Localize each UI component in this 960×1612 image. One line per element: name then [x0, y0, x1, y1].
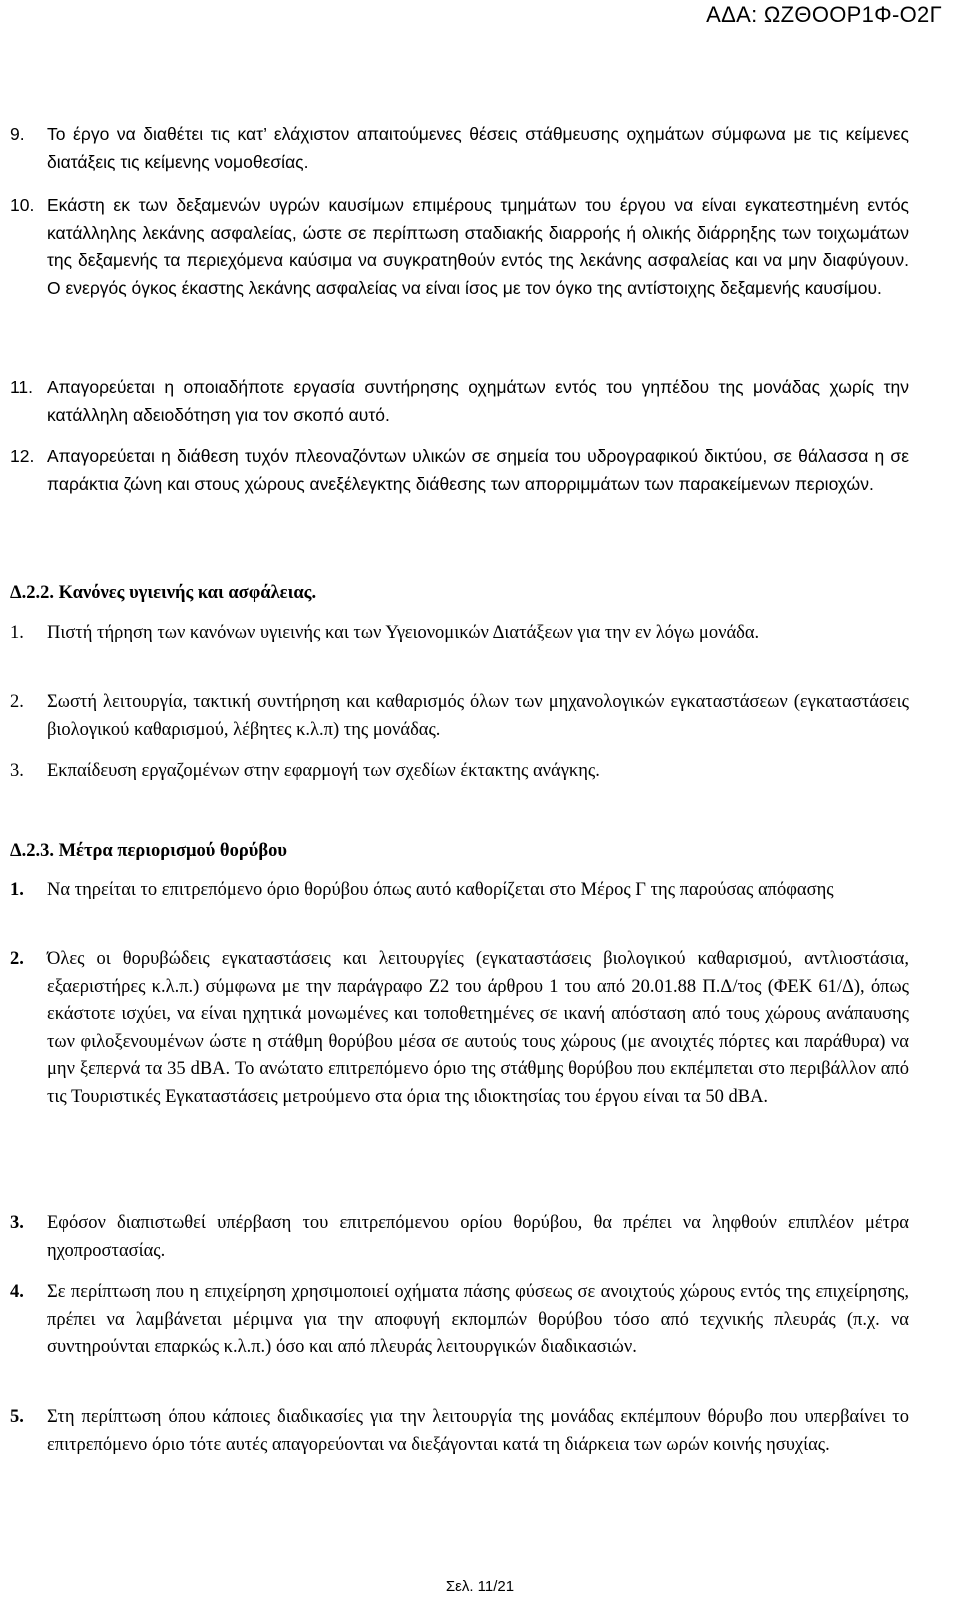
- item-text: Σωστή λειτουργία, τακτική συντήρηση και καθαρισμός όλων των μηχανολογικών εγκαταστάσεων (εγκαταστάσεις βιολογικού καθαρισμού, λέβητες κ.λ.π) της μονάδας.: [47, 692, 909, 740]
- item-number: 3.: [10, 1213, 24, 1233]
- page-number: Σελ. 11/21: [445, 1578, 515, 1595]
- item-number: 11.: [10, 377, 34, 397]
- item-number: 4.: [10, 1282, 24, 1302]
- item-number: 3.: [10, 761, 24, 781]
- section-heading-d23: Δ.2.3. Μέτρα περιορισμού θορύβου: [10, 841, 287, 861]
- item-text: Εφόσον διαπιστωθεί υπέρβαση του επιτρεπόμενου ορίου θορύβου, θα πρέπει να ληφθούν επιπλέον μέτρα ηχοπροστασίας.: [47, 1213, 909, 1261]
- ada-code: ΑΔΑ: ΩΖΘΟΟΡ1Φ-Ο2Γ: [706, 2, 942, 27]
- item-text: Πιστή τήρηση των κανόνων υγιεινής και των Υγειονομικών Διατάξεων για την εν λόγω μονάδα.: [47, 623, 760, 643]
- item-text: Στη περίπτωση όπου κάποιες διαδικασίες για την λειτουργία της μονάδας εκπέμπουν θόρυβο που υπερβαίνει το επιτρεπόμενο όριο τότε αυτές απαγορεύονται να διεξάγονται κατά τη διάρκεια των ωρών κοινής ησυχίας.: [47, 1407, 909, 1455]
- item-text: Απαγορεύεται η οποιαδήποτε εργασία συντήρησης οχημάτων εντός του γηπέδου της μονάδας χωρίς την κατάλληλη αδειοδότηση για τον σκοπό αυτό.: [47, 377, 909, 425]
- item-text: Να τηρείται το επιτρεπόμενο όριο θορύβου όπως αυτό καθορίζεται στο Μέρος Γ της παρούσας απόφασης: [47, 880, 834, 900]
- item-number: 1.: [10, 623, 24, 643]
- item-text: Σε περίπτωση που η επιχείρηση χρησιμοποιεί οχήματα πάσης φύσεως σε ανοιχτούς χώρους εντός της επιχείρησης, πρέπει να λαμβάνεται μέριμνα για την αποφυγή εκπομπών θορύβου τόσο από τεχνικής πλευράς (π.χ. να συντηρούνται επαρκώς κ.λ.π.) όσο και από πλευράς λειτουργικών διαδικασιών.: [47, 1282, 909, 1357]
- item-number: 2.: [10, 949, 24, 969]
- item-text: Απαγορεύεται η διάθεση τυχόν πλεοναζόντων υλικών σε σημεία του υδρογραφικού δικτύου, σε θάλασσα η σε παράκτια ζώνη και στους χώρους ανεξέλεγκτης διάθεσης των απορριμμάτων των παρακείμενων περιοχών.: [47, 446, 909, 494]
- item-text: Εκπαίδευση εργαζομένων στην εφαρμογή των σχεδίων έκτακτης ανάγκης.: [47, 761, 600, 781]
- item-number: 5.: [10, 1407, 24, 1427]
- item-text: Το έργο να διαθέτει τις κατ’ ελάχιστον απαιτούμενες θέσεις στάθμευσης οχημάτων σύμφωνα με τις κείμενες διατάξεις τις κείμενης νομοθεσίας.: [47, 124, 909, 172]
- item-text: Εκάστη εκ των δεξαμενών υγρών καυσίμων επιμέρους τμημάτων του έργου να είναι εγκατεστημένη εντός κατάλληλης λεκάνης ασφαλείας, ώστε σε περίπτωση σταδιακής διαρροής ή ολικής διάρρηξης των τοιχωμάτων της δεξαμενής τα περιεχόμενα καύσιμα να συγκρατηθούν εντός της λεκάνης ασφαλείας και να μην διαφύγουν. Ο ενεργός όγκος έκαστης λεκάνης ασφαλείας να είναι ίσος με τον όγκο της αντίστοιχης δεξαμενής καυσίμου.: [47, 195, 909, 298]
- item-number: 9.: [10, 124, 25, 144]
- item-number: 10.: [10, 195, 35, 215]
- item-number: 2.: [10, 692, 24, 712]
- item-number: 12.: [10, 446, 35, 466]
- section-heading-d22: Δ.2.2. Κανόνες υγιεινής και ασφάλειας.: [10, 583, 317, 603]
- item-number: 1.: [10, 880, 24, 900]
- item-text: Όλες οι θορυβώδεις εγκαταστάσεις και λειτουργίες (εγκαταστάσεις βιολογικού καθαρισμού, αντλιοστάσια, εξαεριστήρες κ.λ.π.) σύμφωνα με την παράγραφο Ζ2 του άρθρου 1 του από 20.01.88 Π.Δ/τος (ΦΕΚ 61/Δ), όπως εκάστοτε ισχύει, να είναι ηχητικά μονωμένες και τοποθετημένες σε ικανή απόσταση από τους χώρους ανάπαυσης των φιλοξενουμένων ώστε η στάθμη θορύβου μέσα σε αυτούς τους χώρους (με ανοιχτές πόρτες και παράθυρα) να μην ξεπερνά τα 35 dBA. Το ανώτατο επιτρεπόμενο όριο της στάθμης θορύβου που εκπέμπεται στο περιβάλλον από τις Τουριστικές Εγκαταστάσεις μετρούμενο στα όρια της ιδιοκτησίας του έργου είναι τα 50 dBA.: [47, 949, 909, 1107]
